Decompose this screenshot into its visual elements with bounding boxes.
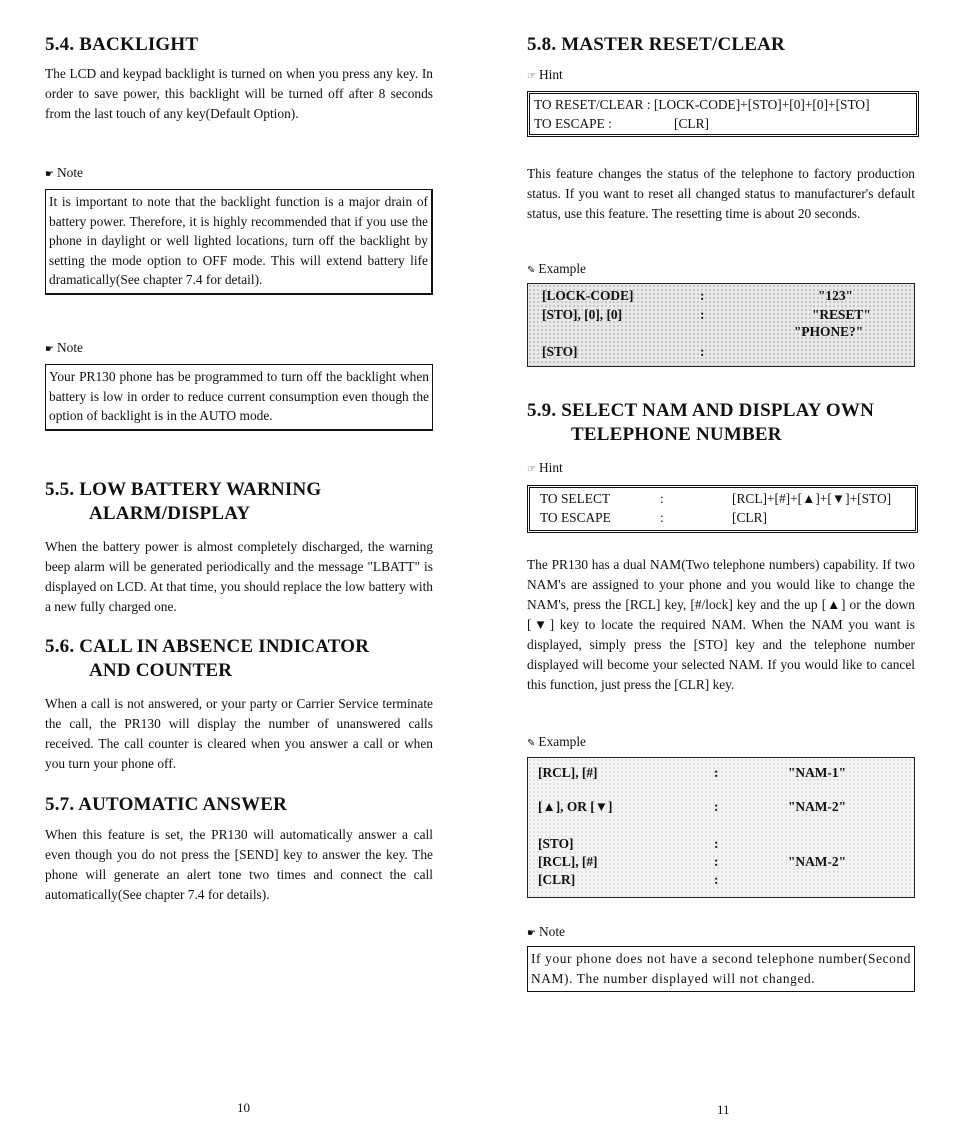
hint-row: TO RESET/CLEAR : [LOCK-CODE]+[STO]+[0]+[0]+[STO] xyxy=(534,97,870,112)
pencil-icon: ✎ xyxy=(527,738,536,749)
hint-heading: ☞ Hint xyxy=(527,460,563,475)
example-sep: : xyxy=(714,765,719,780)
backlight-note-box: It is important to note that the backlight function is a major drain of battery power. Therefore, it is highly recommended that if you use the phone in daylight or well lighted locations, turn off the backlight by setting the mode option to OFF mode. This will extend battery life dramatically(See chapter 7.4 for detail). xyxy=(45,189,433,295)
example-sep: : xyxy=(714,836,719,851)
example-heading: ✎ Example xyxy=(527,734,586,749)
example-sep: : xyxy=(700,344,705,359)
low-battery-backlight-note-box: Your PR130 phone has be programmed to turn off the backlight when battery is low in order to reduce current consumption even though the option of backlight is in the AUTO mode. xyxy=(45,364,433,431)
hint-heading: ☞ Hint xyxy=(527,67,563,82)
pointing-finger-icon: ☞ xyxy=(527,71,536,82)
example-key: [STO], [0], [0] xyxy=(542,307,623,322)
example-key: [LOCK-CODE] xyxy=(542,288,634,303)
example-sep: : xyxy=(700,288,705,303)
pointing-hand-icon: ☛ xyxy=(527,928,536,939)
example-sep: : xyxy=(714,872,719,887)
hint-row: TO ESCAPE : [CLR] xyxy=(534,116,709,131)
example-sep: : xyxy=(714,799,719,814)
section-5-9-title: 5.9. SELECT NAM AND DISPLAY OWN TELEPHONE NUMBER xyxy=(527,400,875,445)
hint-row: TO ESCAPE : [CLR] xyxy=(540,510,767,525)
example-display: "NAM-1" xyxy=(788,765,847,780)
example-sep: : xyxy=(700,307,705,322)
example-display: "RESET" xyxy=(812,307,871,322)
reset-example-box xyxy=(527,283,915,367)
note-heading: ☛ Note xyxy=(527,924,565,939)
example-display: "NAM-2" xyxy=(788,854,847,869)
pointing-hand-icon: ☛ xyxy=(45,344,54,355)
nam-example-box xyxy=(527,757,915,898)
example-heading: ✎ Example xyxy=(527,261,586,276)
example-key: [RCL], [#] xyxy=(538,765,598,780)
section-5-8-body: This feature changes the status of the telephone to factory production status. If you want to reset all changed status to manufacturer's default status, use this feature. The resetting time is about 20 seconds. xyxy=(527,166,915,221)
second-nam-note-box: If your phone does not have a second telephone number(Second NAM). The number displayed will not changed. xyxy=(527,946,915,992)
pointing-finger-icon: ☞ xyxy=(527,464,536,475)
page-number: 10 xyxy=(237,1100,250,1115)
example-key: [STO] xyxy=(538,836,574,851)
example-display: "NAM-2" xyxy=(788,799,847,814)
example-display: "123" xyxy=(818,288,853,303)
section-5-4-body: The LCD and keypad backlight is turned on when you press any key. In order to save power, this backlight will be turned off after 8 seconds from the last touch of any key(Default Option). xyxy=(45,66,433,121)
pointing-hand-icon: ☛ xyxy=(45,169,54,180)
page-number: 11 xyxy=(717,1102,730,1117)
note-heading: ☛ Note xyxy=(45,165,83,180)
example-key: [▲], OR [▼] xyxy=(538,799,613,814)
reset-hint-box xyxy=(527,91,919,137)
section-5-9-body: The PR130 has a dual NAM(Two telephone numbers) capability. If two NAM's are assigned to your phone and you would like to change the NAM's, press the [RCL] key, [#/lock] key and the up [▲] or the down [▼] key to locate the required NAM. When the NAM you want is displayed, simply press the [STO] key and the telephone number displayed will become your selected NAM. If you would like to cancel this function, just press the [CLR] key. xyxy=(527,557,915,692)
section-5-4-title: 5.4. BACKLIGHT xyxy=(45,34,199,55)
section-5-6-title: 5.6. CALL IN ABSENCE INDICATOR AND COUNTER xyxy=(45,636,370,681)
example-display: "PHONE?" xyxy=(794,324,864,339)
note-heading: ☛ Note xyxy=(45,340,83,355)
example-key: [RCL], [#] xyxy=(538,854,598,869)
section-5-7-title: 5.7. AUTOMATIC ANSWER xyxy=(45,794,288,815)
pencil-icon: ✎ xyxy=(527,265,536,276)
nam-hint-box xyxy=(527,485,918,533)
section-5-5-body: When the battery power is almost completely discharged, the warning beep alarm will be generated periodically and the message "LBATT" is displayed on LCD. At that time, you should replace the low battery with a new fully charged one. xyxy=(45,539,433,614)
example-key: [STO] xyxy=(542,344,578,359)
hint-row: TO SELECT : [RCL]+[#]+[▲]+[▼]+[STO] xyxy=(540,491,892,506)
section-5-6-body: When a call is not answered, or your party or Carrier Service terminate the call, the PR130 will display the number of unanswered calls received. The call counter is cleared when you answer a call or when you turn your phone off. xyxy=(45,696,433,771)
section-5-8-title: 5.8. MASTER RESET/CLEAR xyxy=(527,34,785,55)
section-5-5-title: 5.5. LOW BATTERY WARNING ALARM/DISPLAY xyxy=(45,479,322,524)
section-5-7-body: When this feature is set, the PR130 will automatically answer a call even though you do not press the [SEND] key to answer the key. The phone will generate an alert tone two times and connect the call automatically(See chapter 7.4 for details). xyxy=(45,827,433,902)
example-sep: : xyxy=(714,854,719,869)
example-key: [CLR] xyxy=(538,872,576,887)
